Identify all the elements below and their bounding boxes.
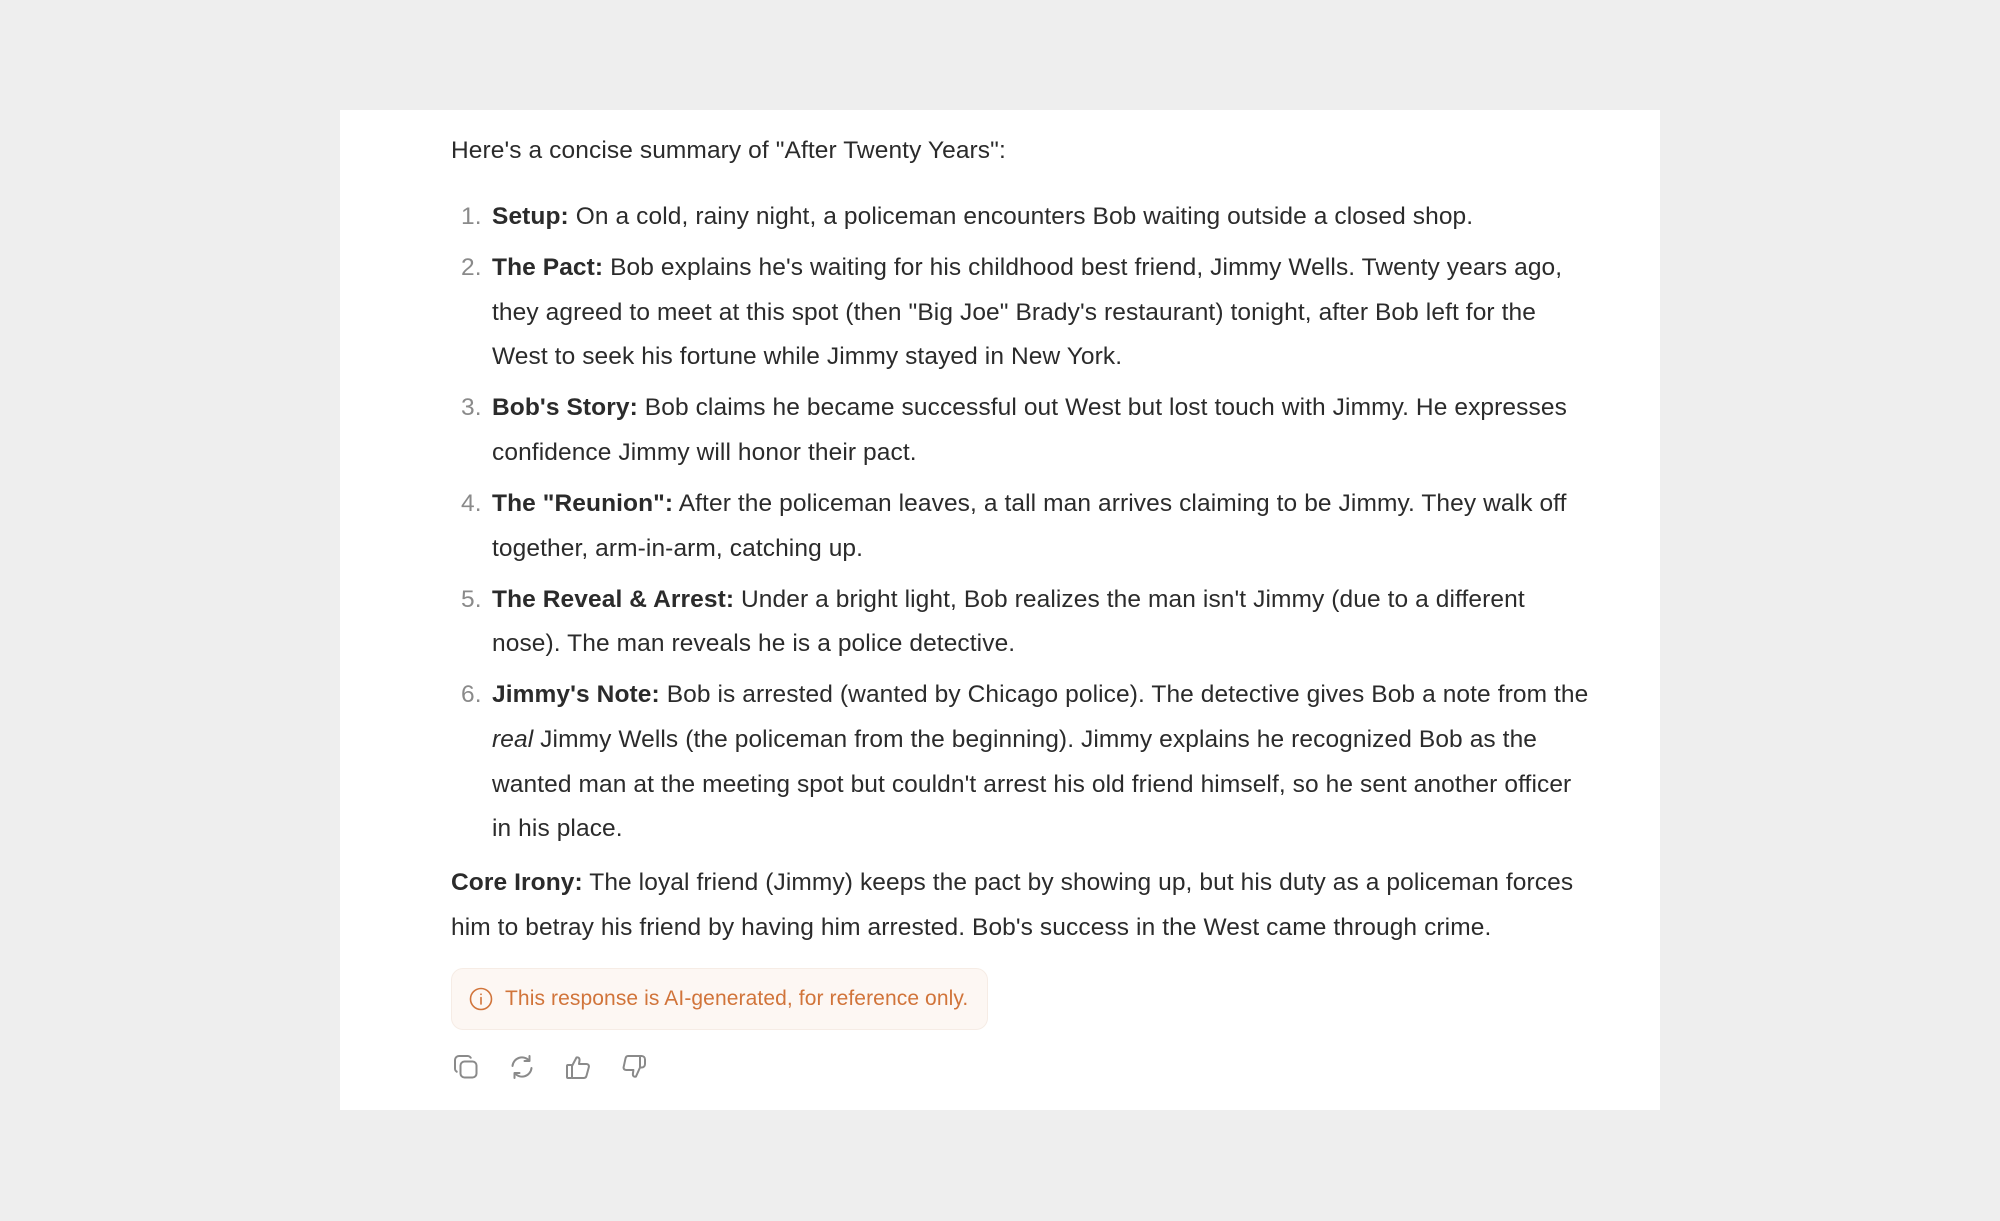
info-circle-icon (469, 987, 493, 1011)
ai-generated-notice (451, 968, 988, 1030)
dislike-button[interactable] (619, 1052, 649, 1082)
item-label: Setup: (492, 203, 569, 230)
item-text: together, arm-in-arm, catching up. (492, 534, 864, 562)
item-text: West to seek his fortune while Jimmy stayed in New York. (492, 343, 1123, 371)
list-number: 3. (461, 394, 482, 422)
core-irony-text: him to betray his friend by having him arrested. Bob's success in the West came through crime. (451, 913, 1492, 941)
item-text: confidence Jimmy will honor their pact. (492, 439, 917, 467)
list-number: 4. (461, 490, 482, 518)
item-text: On a cold, rainy night, a policeman encounters Bob waiting outside a closed shop. (568, 203, 1474, 230)
notice-text: This response is AI-generated, for reference only. (505, 987, 969, 1010)
item-label: Bob's Story: (492, 394, 638, 422)
list-number: 1. (461, 203, 482, 230)
item-text: Jimmy Wells (the policeman from the beginning). Jimmy explains he recognized Bob as the (533, 726, 1538, 754)
item-text: nose). The man reveals he is a police detective. (492, 630, 1016, 658)
regenerate-button[interactable] (507, 1052, 537, 1082)
refresh-icon (508, 1053, 536, 1081)
core-irony-text: The loyal friend (Jimmy) keeps the pact by showing up, but his duty as a policeman forces (582, 869, 1574, 896)
list-item-reunion (451, 482, 1588, 571)
core-irony-label: Core Irony: (451, 869, 583, 896)
italic-emphasis: real (492, 726, 534, 754)
copy-icon (452, 1053, 480, 1081)
item-text: After the policeman leaves, a tall man arrives claiming to be Jimmy. They walk off (673, 490, 1567, 518)
core-irony-paragraph (451, 861, 1573, 950)
item-text: Bob claims he became successful out West but lost touch with Jimmy. He expresses (637, 394, 1567, 422)
list-item-bobs-story (451, 386, 1588, 475)
list-number: 2. (461, 253, 482, 281)
assistant-message-card (340, 110, 1660, 1110)
item-text: in his place. (492, 815, 623, 843)
item-text: they agreed to meet at this spot (then "Big Joe" Brady's restaurant) tonight, after Bob left for the (492, 298, 1536, 326)
list-number: 5. (461, 585, 482, 613)
intro-text: Here's a concise summary of "After Twenty Years": (451, 137, 1006, 164)
item-text: Bob is arrested (wanted by Chicago police). The detective gives Bob a note from the (659, 681, 1589, 709)
item-text: wanted man at the meeting spot but couldn't arrest his old friend himself, so he sent another officer (492, 770, 1572, 798)
list-number: 6. (461, 681, 482, 709)
message-actions (451, 1052, 675, 1082)
item-text: Bob explains he's waiting for his childhood best friend, Jimmy Wells. Twenty years ago, (603, 253, 1563, 281)
list-item-pact (451, 246, 1588, 380)
item-label: Jimmy's Note: (492, 681, 660, 709)
list-item-jimmys-note (451, 673, 1588, 852)
copy-button[interactable] (451, 1052, 481, 1082)
summary-list (451, 195, 1588, 858)
thumbs-up-icon (564, 1053, 592, 1081)
thumbs-down-icon (620, 1053, 648, 1081)
item-label: The Reveal & Arrest: (492, 585, 735, 613)
item-label: The Pact: (492, 253, 604, 281)
item-label: The "Reunion": (492, 490, 674, 518)
item-text: Under a bright light, Bob realizes the man isn't Jimmy (due to a different (734, 585, 1525, 613)
list-item-reveal-arrest (451, 578, 1588, 667)
list-item-setup (451, 195, 1588, 240)
like-button[interactable] (563, 1052, 593, 1082)
